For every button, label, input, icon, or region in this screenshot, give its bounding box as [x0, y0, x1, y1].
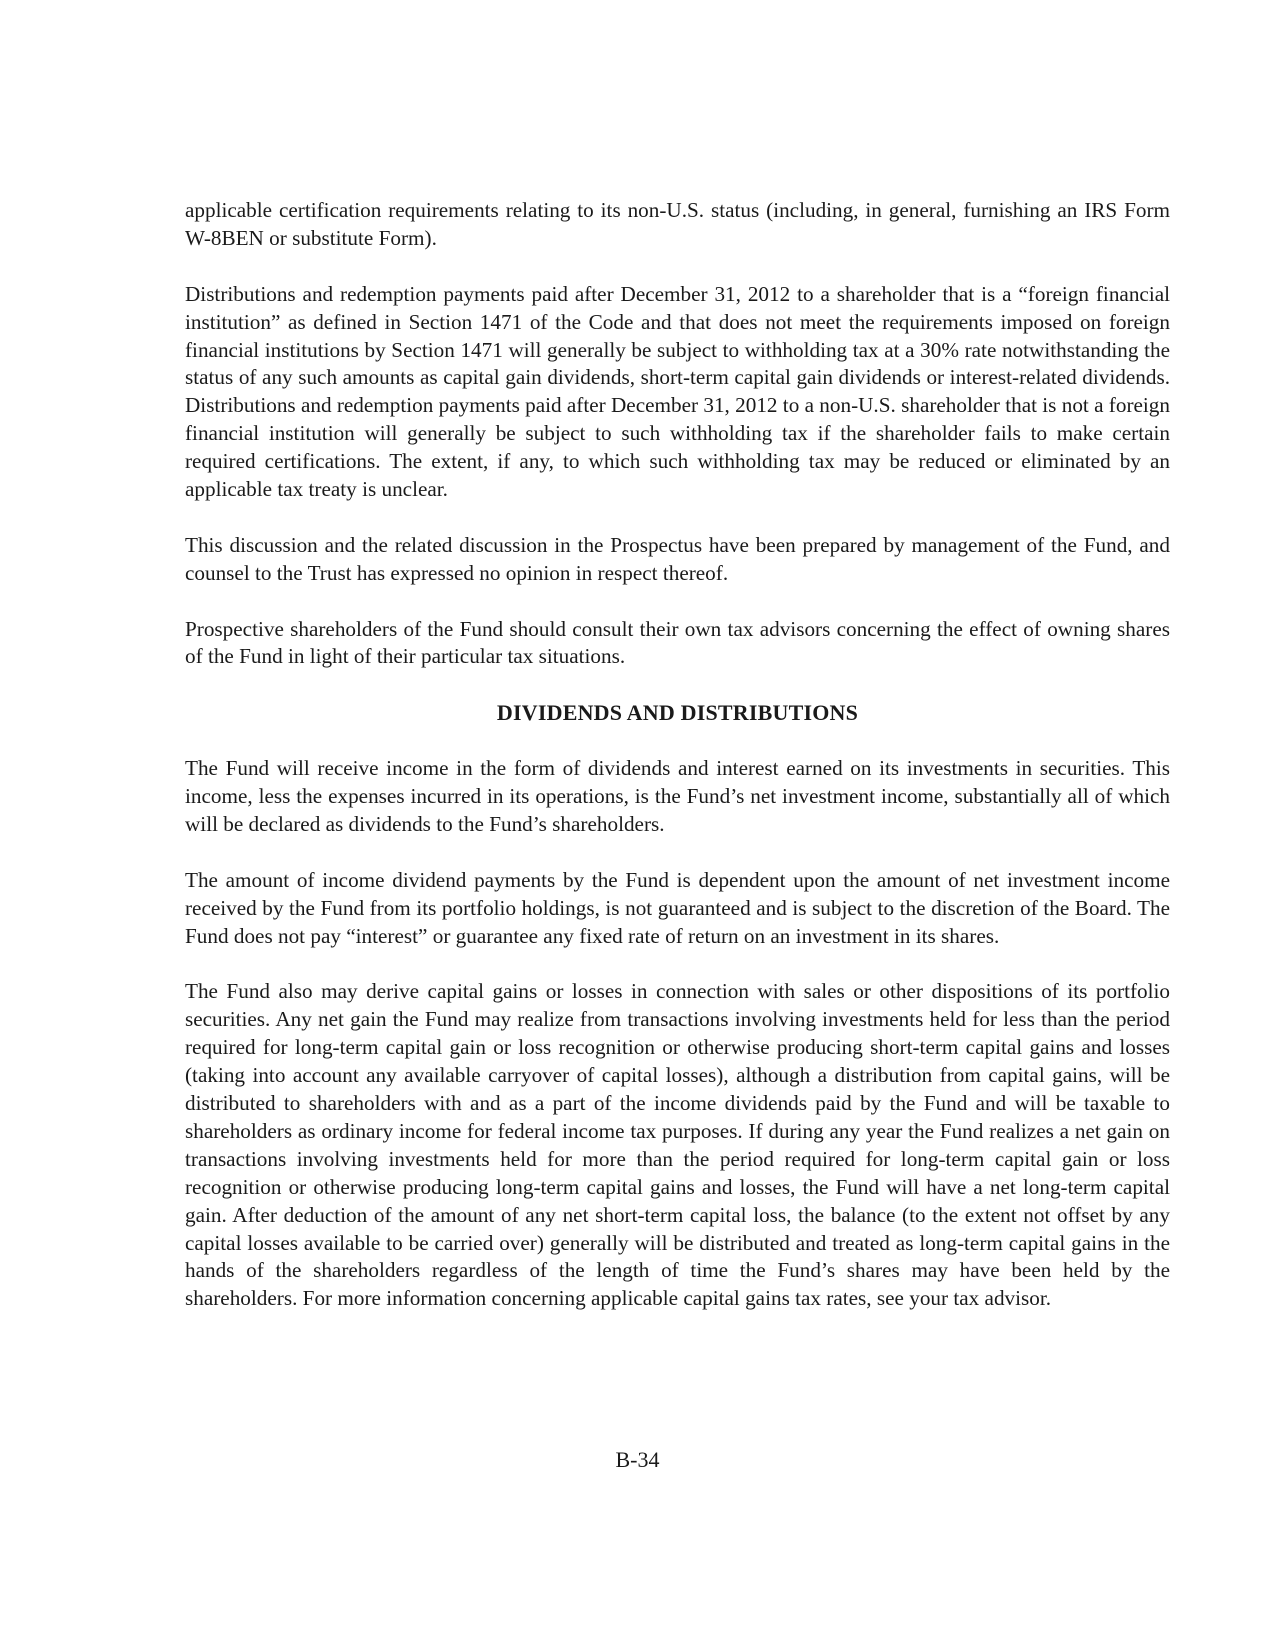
paragraph-dividend-amount: The amount of income dividend payments by the Fund is dependent upon the amount of net investment income received by the Fund from its portfolio holdings, is not guaranteed and is subject to the discretion of the Board. The Fund does not pay “interest” or guarantee any fixed rate of return on an investment in its shares. — [185, 867, 1170, 948]
paragraph-certification-continued: applicable certification requirements relating to its non-U.S. status (including, in general, furnishing an IRS Form W-8BEN or substitute Form). — [185, 198, 1170, 250]
paragraph-gap — [185, 671, 1170, 699]
paragraph-gap — [185, 727, 1170, 755]
paragraph-discussion-disclaimer: This discussion and the related discussion in the Prospectus have been prepared by management of the Fund, and counsel to the Trust has expressed no opinion in respect thereof. — [185, 532, 1170, 585]
document-page — [185, 197, 1170, 1313]
paragraph-consult-advisors: Prospective shareholders of the Fund should consult their own tax advisors concerning the effect of owning shares of the Fund in light of their particular tax situations. — [185, 616, 1170, 669]
paragraph-capital-gains: The Fund also may derive capital gains or losses in connection with sales or other dispositions of its portfolio securities. Any net gain the Fund may realize from transactions involving investments held for less than the period required for long-term capital gain or loss recognition or otherwise producing short-term capital gains and losses (taking into account any available carryover of capital losses), although a distribution from capital gains, will be distributed to shareholders with and as a part of the income dividends paid by the Fund and will be taxable to shareholders as ordinary income for federal income tax purposes. If during any year the Fund realizes a net gain on transactions involving investments held for more than the period required for long-term capital gain or loss recognition or otherwise producing long-term capital gains and losses, the Fund will have a net long-term capital gain. After deduction of the amount of any net short-term capital loss, the balance (to the extent not offset by any capital losses available to be carried over) generally will be distributed and treated as long-term capital gains in the hands of the shareholders regardless of the length of time the Fund’s shares may have been held by the shareholders. For more information concerning applicable capital gains tax rates, see your tax advisor. — [185, 979, 1170, 1311]
paragraph-gap — [185, 504, 1170, 532]
paragraph-gap — [185, 588, 1170, 616]
paragraph-gap — [185, 253, 1170, 281]
paragraph-withholding-tax: Distributions and redemption payments paid after December 31, 2012 to a shareholder that is a “foreign financial institution” as defined in Section 1471 of the Code and that does not meet the requirements imposed on foreign financial institutions by Section 1471 will generally be subject to withholding tax at a 30% rate notwithstanding the status of any such amounts as capital gain dividends, short-term capital gain dividends or interest-related dividends. Distributions and redemption payments paid after December 31, 2012 to a non-U.S. shareholder that is not a foreign financial institution will generally be subject to such withholding tax if the shareholder fails to make certain required certifications. The extent, if any, to which such withholding tax may be reduced or eliminated by an applicable tax treaty is unclear. — [185, 281, 1170, 502]
paragraph-gap — [185, 950, 1170, 978]
section-heading: DIVIDENDS AND DISTRIBUTIONS — [496, 700, 859, 726]
page-number: B-34 — [615, 1447, 660, 1472]
paragraph-gap — [185, 839, 1170, 867]
paragraph-income-dividends: The Fund will receive income in the form of dividends and interest earned on its investments in securities. This income, less the expenses incurred in its operations, is the Fund’s net investment income, substantially all of which will be declared as dividends to the Fund’s shareholders. — [185, 756, 1170, 836]
